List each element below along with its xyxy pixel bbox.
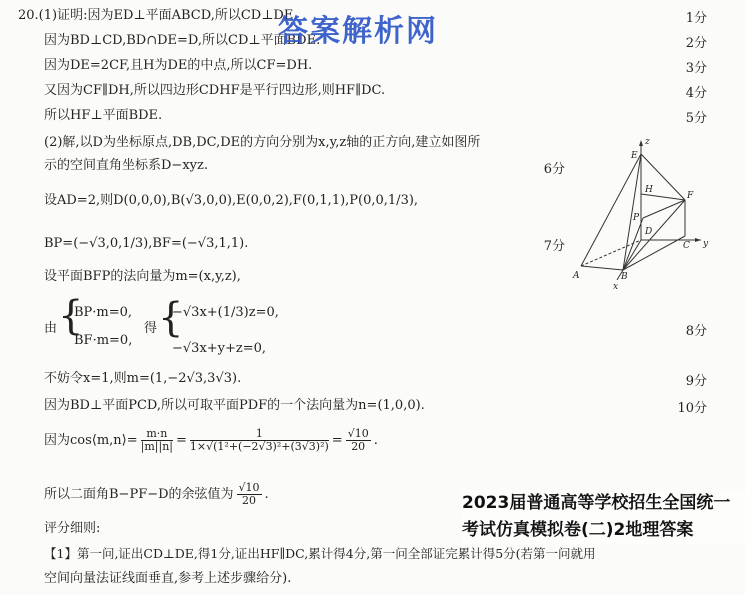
scoring-title: 评分细则: (44, 521, 101, 536)
fraction-result-den: 20 (351, 440, 366, 453)
line-proof-3: 因为DE=2CF,且H为DE的中点,所以CF=DH. (44, 58, 313, 73)
score-2: 2分 (685, 36, 707, 51)
score-9: 9分 (685, 374, 707, 389)
score-1: 1分 (685, 11, 707, 26)
edge-AD (581, 240, 641, 266)
score-7: 7分 (543, 239, 565, 254)
answer-fraction (237, 482, 262, 507)
label-B: B (621, 272, 628, 282)
line-cosine (44, 428, 378, 453)
fraction-norm (190, 428, 329, 453)
label-C: C (683, 241, 690, 251)
label-H: H (645, 185, 653, 195)
scoring-rule-1: 【1】第一问,证出CD⊥DE,得1分,证出HF∥DC,累计得4分,第一问全部证完累计得5分(若第一问就用 (44, 546, 596, 561)
edge-PF (643, 200, 685, 218)
answer-fraction-den: 20 (242, 494, 257, 507)
line-system-get: 得 (144, 321, 158, 336)
line-part2-coord: 示的空间直角坐标系D−xyz. (44, 158, 208, 173)
label-z: z (645, 137, 650, 147)
line-normal-vector: 设平面BFP的法向量为m=(x,y,z), (44, 269, 241, 284)
site-watermark: 答案解析网 (278, 14, 438, 49)
label-E: E (631, 151, 638, 161)
line-normal-n: 因为BD⊥平面PCD,所以可取平面PDF的一个法向量为n=(1,0,0). (44, 398, 425, 413)
answer-text: 所以二面角B−PF−D的余弦值为 (44, 486, 234, 502)
fraction-result-num: √10 (347, 427, 369, 440)
label-P: P (633, 213, 640, 223)
line-coordinates: 设AD=2,则D(0,0,0),B(√3,0,0),E(0,0,2),F(0,1,1),P(0,0,1/3), (44, 193, 419, 208)
line-proof-1: 20.(1)证明:因为ED⊥平面ABCD,所以CD⊥DE. (18, 8, 298, 23)
edge-AB (581, 266, 623, 270)
label-F: F (687, 191, 694, 201)
system-eq-2: BF·m=0, (74, 333, 133, 348)
edge-BC (623, 236, 685, 270)
z-arrow (639, 140, 643, 146)
label-y: y (703, 239, 709, 249)
line-proof-4: 又因为CF∥DH,所以四边形CDHF是平行四边形,则HF∥DC. (44, 83, 386, 98)
cosine-eq-2: = (331, 432, 343, 448)
left-brace: { (58, 293, 84, 339)
line-proof-5: 所以HF⊥平面BDE. (44, 108, 163, 123)
label-A: A (573, 271, 580, 281)
fraction-norm-num: 1 (190, 428, 329, 441)
answer-end: . (264, 486, 269, 502)
label-x: x (613, 282, 619, 292)
label-D: D (645, 227, 653, 237)
fraction-norm-den: 1×√(1²+(−2√3)²+(3√3)²) (189, 440, 329, 453)
cosine-end: . (373, 432, 378, 448)
line-system-de: 由 (44, 321, 58, 336)
y-arrow (695, 238, 701, 242)
fraction-mn (141, 428, 173, 453)
score-5: 5分 (685, 111, 707, 126)
fraction-result (346, 428, 371, 453)
system-eq-1: BP·m=0, (74, 305, 133, 320)
fraction-mn-num: m·n (141, 428, 173, 441)
result-eq-2: −√3x+y+z=0, (172, 341, 267, 356)
answer-fraction-num: √10 (238, 481, 260, 494)
line-answer (44, 482, 269, 507)
line-proof-2: 因为BD⊥CD,BD∩DE=D,所以CD⊥平面BDE. (44, 33, 321, 48)
right-brace: { (158, 295, 184, 341)
score-4: 4分 (685, 86, 707, 101)
overlay-caption: 2023届普通高等学校招生全国统一考试仿真模拟卷(二)2地理答案 (462, 490, 745, 544)
fraction-mn-den: |m||n| (140, 440, 173, 453)
cosine-eq: = (176, 432, 187, 448)
line-part2-intro: (2)解,以D为坐标原点,DB,DC,DE的方向分别为x,y,z轴的正方向,建立如图所 (44, 135, 481, 150)
geometry-figure (565, 132, 715, 292)
cosine-lhs: 因为cos⟨m,n⟩= (44, 432, 138, 448)
line-vectors: BP=(−√3,0,1/3),BF=(−√3,1,1). (44, 236, 249, 251)
line-solution-m: 不妨令x=1,则m=(1,−2√3,3√3). (44, 371, 242, 386)
score-8: 8分 (685, 324, 707, 339)
score-10: 10分 (677, 401, 707, 416)
scoring-rule-1-cont: 空间向量法证线面垂直,参考上述步骤给分). (44, 571, 292, 586)
result-eq-1: −√3x+(1/3)z=0, (172, 305, 279, 320)
score-6: 6分 (543, 162, 565, 177)
score-3: 3分 (685, 61, 707, 76)
